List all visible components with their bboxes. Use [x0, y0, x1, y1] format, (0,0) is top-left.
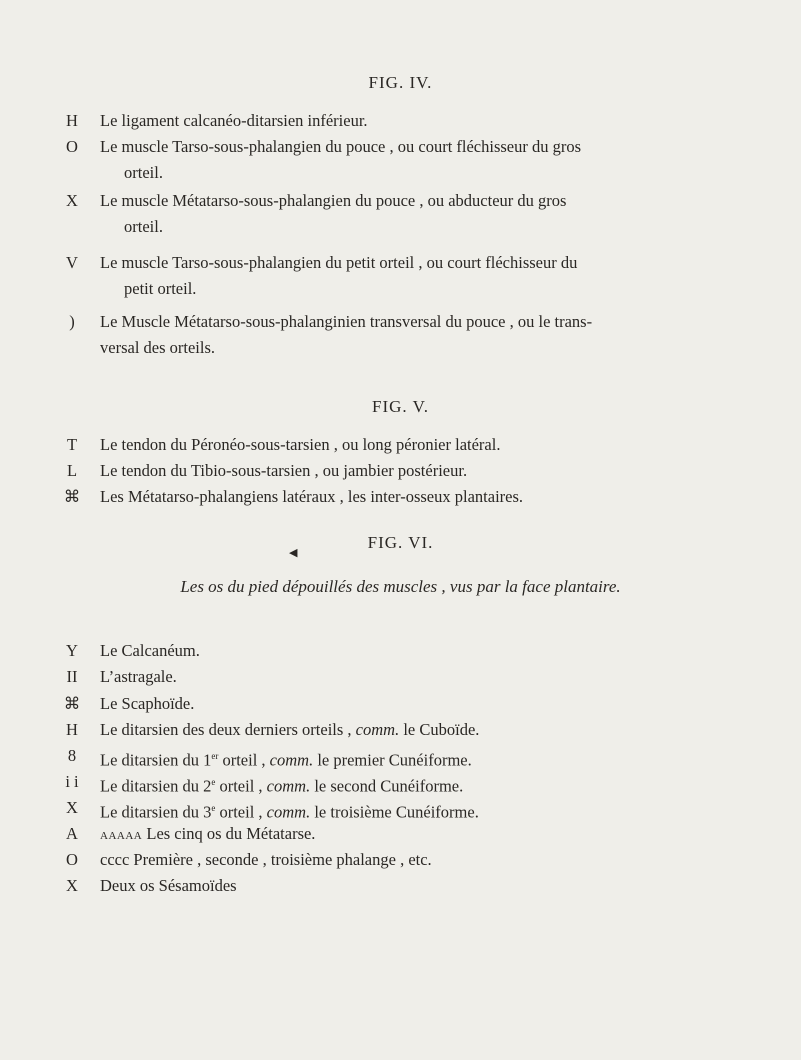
entry-key: II: [66, 667, 78, 686]
entry-key: X: [66, 798, 78, 817]
entry-key: H: [66, 111, 78, 130]
arrow-marker-icon: ◀: [289, 546, 298, 559]
entry-text: Le muscle Métatarso-sous-phalangien du pouce , ou abducteur du gros: [100, 191, 567, 210]
entry-key: H: [66, 720, 78, 739]
entry-text: Le Calcanéum.: [100, 641, 200, 660]
text-part: Le ditarsien des deux derniers orteils ,: [100, 720, 356, 739]
text-part: Les cinq os du Métatarse.: [142, 824, 316, 843]
legend-entry: [60, 821, 760, 849]
entry-key: ): [69, 312, 75, 331]
text-part: orteil ,: [215, 802, 267, 822]
abbrev: comm.: [266, 776, 311, 796]
legend-entry: [60, 847, 760, 873]
small-caps-letters: AAAAA: [100, 830, 143, 842]
legend-entry: [60, 432, 760, 458]
legend-entry: [60, 691, 760, 717]
entry-text: Le Muscle Métatarso-sous-phalanginien transversal du pouce , ou le trans-: [100, 312, 593, 331]
text-part: le premier Cunéiforme.: [313, 750, 472, 770]
legend-entry: [60, 188, 760, 240]
legend-entry: [60, 250, 760, 302]
text-part: le troisième Cunéiforme.: [310, 802, 479, 822]
superscript: e: [211, 803, 216, 813]
legend-entry: [60, 638, 760, 664]
entry-key: T: [66, 435, 78, 454]
entry-key: i i: [65, 772, 79, 791]
entry-key: X: [66, 876, 78, 895]
entry-key: V: [66, 253, 78, 272]
text-part: Le ditarsien du 2: [100, 776, 212, 796]
legend-entry: [60, 664, 760, 690]
fig6-subtitle: Les os du pied dépouillés des muscles , vus par la face plantaire.: [180, 577, 621, 596]
entry-text: Le tendon du Tibio-sous-tarsien , ou jambier postérieur.: [100, 461, 468, 480]
abbrev: comm.: [266, 802, 311, 822]
entry-text: Le muscle Tarso-sous-phalangien du petit orteil , ou court fléchisseur du: [100, 253, 578, 272]
legend-entry: [60, 717, 760, 743]
legend-entry: [60, 108, 760, 134]
entry-text: [100, 821, 760, 849]
entry-key: 8: [67, 746, 77, 765]
fig5-title: FIG. V.: [372, 397, 429, 416]
entry-key: ⌘: [63, 694, 81, 713]
entry-text: Deux os Sésamoïdes: [100, 876, 237, 895]
entry-key: O: [66, 850, 78, 869]
superscript: e: [211, 777, 216, 787]
entry-key: X: [66, 191, 78, 210]
legend-entry: [60, 873, 760, 899]
abbrev: comm.: [355, 720, 400, 739]
fig4-title: FIG. IV.: [368, 73, 433, 92]
text-part: le Cuboïde.: [399, 720, 480, 739]
entry-text: Le muscle Tarso-sous-phalangien du pouce , ou court fléchisseur du gros: [100, 137, 582, 156]
legend-entry: [60, 309, 760, 361]
legend-entry: [60, 484, 760, 510]
text-part: orteil ,: [218, 750, 270, 770]
entry-text-cont: versal des orteils.: [100, 338, 216, 357]
text-part: Le ditarsien du 1: [100, 750, 212, 770]
entry-text: Les Métatarso-phalangiens latéraux , les inter-osseux plantaires.: [100, 487, 524, 506]
entry-text: [100, 717, 760, 743]
entry-key: O: [66, 137, 78, 156]
entry-text-cont: petit orteil.: [124, 279, 197, 298]
text-part: Le ditarsien du 3: [100, 802, 212, 822]
entry-text: Le ligament calcanéo-ditarsien inférieur.: [100, 111, 368, 130]
entry-text: Le Scaphoïde.: [100, 694, 195, 713]
entry-key: L: [66, 461, 78, 480]
entry-text: Le tendon du Péronéo-sous-tarsien , ou long péronier latéral.: [100, 435, 501, 454]
legend-entry: [60, 458, 760, 484]
entry-text: L’astragale.: [100, 667, 177, 686]
entry-text-cont: orteil.: [124, 217, 163, 236]
entry-key: ⌘: [63, 487, 81, 506]
entry-key: A: [66, 824, 78, 843]
entry-text-cont: orteil.: [124, 163, 163, 182]
text-part: le second Cunéiforme.: [310, 776, 464, 796]
legend-entry: [60, 134, 760, 186]
entry-key: Y: [66, 641, 78, 660]
entry-text: cccc Première , seconde , troisième phalange , etc.: [100, 850, 432, 869]
fig6-title: FIG. VI.: [367, 533, 434, 552]
superscript: er: [211, 751, 219, 761]
text-part: orteil ,: [215, 776, 267, 796]
abbrev: comm.: [269, 750, 314, 770]
